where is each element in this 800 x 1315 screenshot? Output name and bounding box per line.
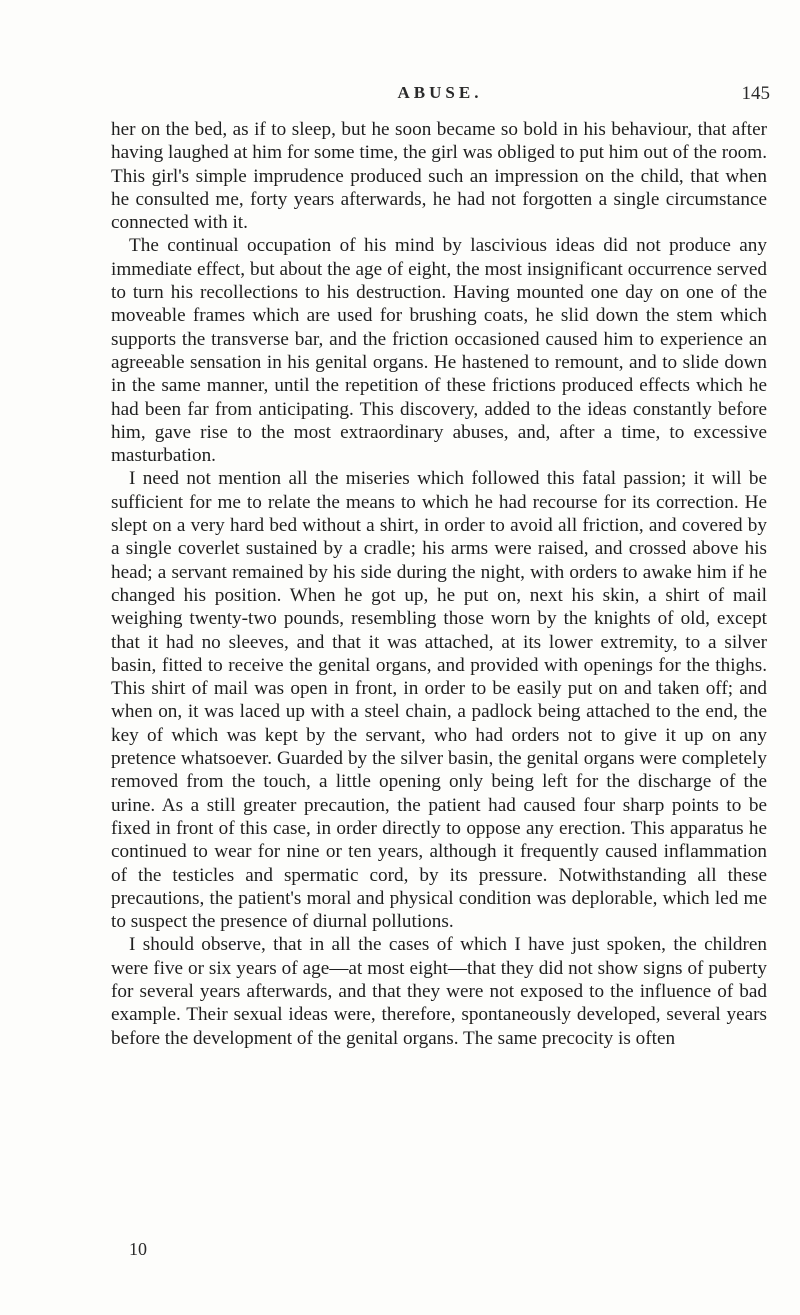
paragraph-continuation: her on the bed, as if to sleep, but he soon became so bold in his behaviour, that after having laughed at him for some time, the girl was obliged to put him out of the room. This girl's simple imprudence produced such an impression on the child, that when he consulted me, forty years afterwards, he had not forgotten a single circumstance connected with it.: [111, 119, 767, 234]
paragraph: I should observe, that in all the cases of which I have just spoken, the children were five or six years of age—at most eight—that they did not show signs of puberty for several years afterwards, and that they were not exposed to the influence of bad example. Their sexual ideas were, therefore, spontaneously developed, several years before the development of the genital organs. The same precocity is often: [111, 934, 767, 1049]
paragraph: I need not mention all the miseries which followed this fatal passion; it will be sufficient for me to relate the means to which he had recourse for its correction. He slept on a very hard bed without a shirt, in order to avoid all friction, and covered by a single coverlet sustained by a cradle; his arms were raised, and crossed above his head; a servant remained by his side during the night, with orders to awake him if he changed his position. When he got up, he put on, next his skin, a shirt of mail weighing twenty-two pounds, resembling those worn by the knights of old, except that it had no sleeves, and that it was attached, at its lower extremity, to a silver basin, fitted to receive the genital organs, and provided with openings for the thighs. This shirt of mail was open in front, in order to be easily put on and taken off; and when on, it was laced up with a steel chain, a padlock being attached to the end, the key of which was kept by the servant, who had orders not to give it up on any pretence whatsoever. Guarded by the silver basin, the genital organs were completely removed from the touch, a little opening only being left for the discharge of the urine. As a still greater precaution, the patient had caused four sharp points to be fixed in front of this case, in order directly to oppose any erection. This apparatus he continued to wear for nine or ten years, although it frequently caused inflammation of the testicles and spermatic cord, by its pressure. Notwithstanding all these precautions, the patient's moral and physical condition was deplorable, which led me to suspect the presence of diurnal pollutions.: [111, 468, 767, 933]
page-number: 145: [741, 83, 770, 104]
paragraph: The continual occupation of his mind by lascivious ideas did not produce any immediate effect, but about the age of eight, the most insignificant occurrence served to turn his recollections to his destruction. Having mounted one day on one of the moveable frames which are used for brushing coats, he slid down the stem which supports the transverse bar, and the friction occasioned caused him to experience an agreeable sensation in his genital organs. He hastened to remount, and to slide down in the same manner, until the repetition of these frictions produced effects which he had been far from anticipating. This discovery, added to the ideas constantly before him, gave rise to the most extraordinary abuses, and, after a time, to excessive masturbation.: [111, 235, 767, 467]
signature-mark: 10: [129, 1239, 147, 1259]
running-title: ABUSE.: [397, 83, 483, 102]
body-text: [111, 118, 767, 1050]
running-head: [110, 83, 770, 109]
